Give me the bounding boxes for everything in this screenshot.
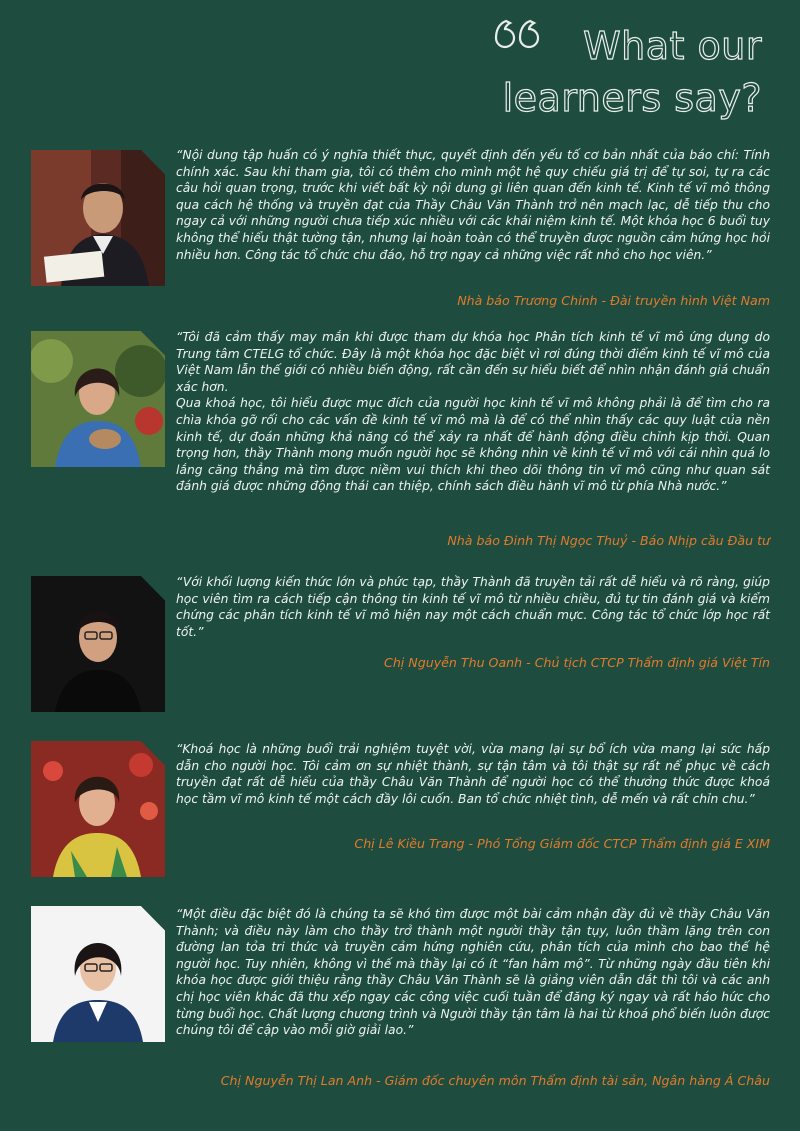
learner-photo: [31, 741, 165, 877]
testimonial-text: “Khoá học là những buổi trải nghiệm tuyệt vời, vừa mang lại sự bổ ích vừa mang lại sức hấp dẫn cho người học. Tôi cảm ơn sự nhiệt thành, sự tận tâm và tôi thật sự rất nể phục về cách truyền đạt rất dễ hiểu của thầy Châu Văn Thành để người học có thể thưởng thức được khoá học tầm vĩ mô kinh tế một cách đầy lôi cuốn. Ban tổ chức nhiệt tình, dễ mến và rất chỉn chu.”: [176, 742, 770, 806]
title-line-1: What our: [583, 24, 762, 68]
testimonial-author: Chị Nguyễn Thu Oanh - Chủ tịch CTCP Thẩm định giá Việt Tín: [384, 655, 770, 670]
testimonial-author: Chị Nguyễn Thị Lan Anh - Giám đốc chuyên môn Thẩm định tài sản, Ngân hàng Á Châu: [220, 1073, 770, 1088]
learner-photo: [31, 576, 165, 712]
testimonial-text: “Nội dung tập huấn có ý nghĩa thiết thực, quyết định đến yếu tố cơ bản nhất của báo chí: Tính chính xác. Sau khi tham gia, tôi có thêm cho mình một hệ quy chiếu giá trị để tự soi, tự ra các câu hỏi quan trọng, trước khi viết bất kỳ nội dung gì liên quan đến kinh tế. Kinh tế vĩ mô thông qua cách hệ thống và truyền đạt của Thầy Châu Văn Thành trở nên mạch lạc, dễ tiếp thu cho ngay cả với những người chưa tiếp xúc nhiều với các khái niệm kinh tế. Một khóa học 6 buổi tuy không thể hiểu thật tường tận, nhưng lại hoàn toàn có thể truyền được nguồn cảm hứng học hỏi nhiều hơn. Công tác tổ chức chu đáo, hỗ trợ ngay cả những việc rất nhỏ cho học viên.”: [176, 148, 770, 262]
testimonial-author: Nhà báo Trương Chinh - Đài truyền hình Việt Nam: [457, 293, 770, 308]
title-line-2: learners say?: [502, 76, 762, 120]
learner-photo: [31, 906, 165, 1042]
testimonial-author: Chị Lê Kiều Trang - Phó Tổng Giám đốc CTCP Thẩm định giá E XIM: [354, 836, 770, 851]
testimonial-text: “Tôi đã cảm thấy may mắn khi được tham dự khóa học Phân tích kinh tế vĩ mô ứng dụng do Trung tâm CTELG tổ chức. Đây là một khóa học đặc biệt vì rơi đúng thời điểm kinh tế vĩ mô của Việt Nam lẫn thế giới có nhiều biến động, rất cần đến sự hiểu biết để nhìn nhận đánh giá chuẩn xác hơn. Qua khoá học, tôi hiểu được mục đích của người học kinh tế vĩ mô không phải là để tìm cho ra chìa khóa gỡ rối cho các vấn đề kinh tế vĩ mô mà là để có thể nhìn thấy các quy luật của nền kinh tế, dự đoán những khả năng có thể xảy ra nhất để hành động điều chỉnh kịp thời. Quan trọng hơn, thầy Thành mong muốn người học sẽ không nhìn về kinh tế vĩ mô với cái nhìn quá lo lắng căng thẳng mà tìm được niềm vui thích khi theo dõi thông tin vĩ mô cũng như quan sát đánh giá được những động thái can thiệp, chính sách điều hành vĩ mô từ phía Nhà nước.”: [176, 330, 770, 494]
header: [0, 0, 800, 130]
learner-photo: [31, 150, 165, 286]
testimonial-text: “Một điều đặc biệt đó là chúng ta sẽ khó tìm được một bài cảm nhận đầy đủ về thầy Châu Văn Thành; và điều này làm cho thầy trở thành một người thầy tận tụy, luôn thầm lặng trên con đường lan tỏa tri thức và truyền cảm hứng nghiên cứu, phân tích của mình cho bao thế hệ người học. Tuy nhiên, không vì thế mà thầy lại có ít “fan hâm mộ”. Từ những ngày đầu tiên khi khóa học được giới thiệu rằng thầy Châu Văn Thành sẽ là giảng viên dẫn dắt thì tôi và các anh chị học viên khác đã thu xếp ngay các công việc cuối tuần để đăng ký ngay và rất háo hức cho từng buổi học. Chất lượng chương trình và Người thầy tận tâm là hai từ khoá phổ biến luôn được chúng tôi để cập vào mỗi giờ giải lao.”: [176, 907, 770, 1038]
learner-photo: [31, 331, 165, 467]
page-title: [402, 20, 762, 124]
testimonial-author: Nhà báo Đinh Thị Ngọc Thuỷ - Báo Nhịp cầu Đầu tư: [447, 533, 770, 548]
testimonial-text: “Với khối lượng kiến thức lớn và phức tạp, thầy Thành đã truyền tải rất dễ hiểu và rõ ràng, giúp học viên tìm ra cách tiếp cận thông tin kinh tế vĩ mô từ nhiều chiều, đủ tự tin đánh giá và kiểm chứng các phân tích kinh tế vĩ mô hiện nay một cách chuẩn mực. Công tác tổ chức lớp học rất tốt.”: [176, 575, 770, 639]
